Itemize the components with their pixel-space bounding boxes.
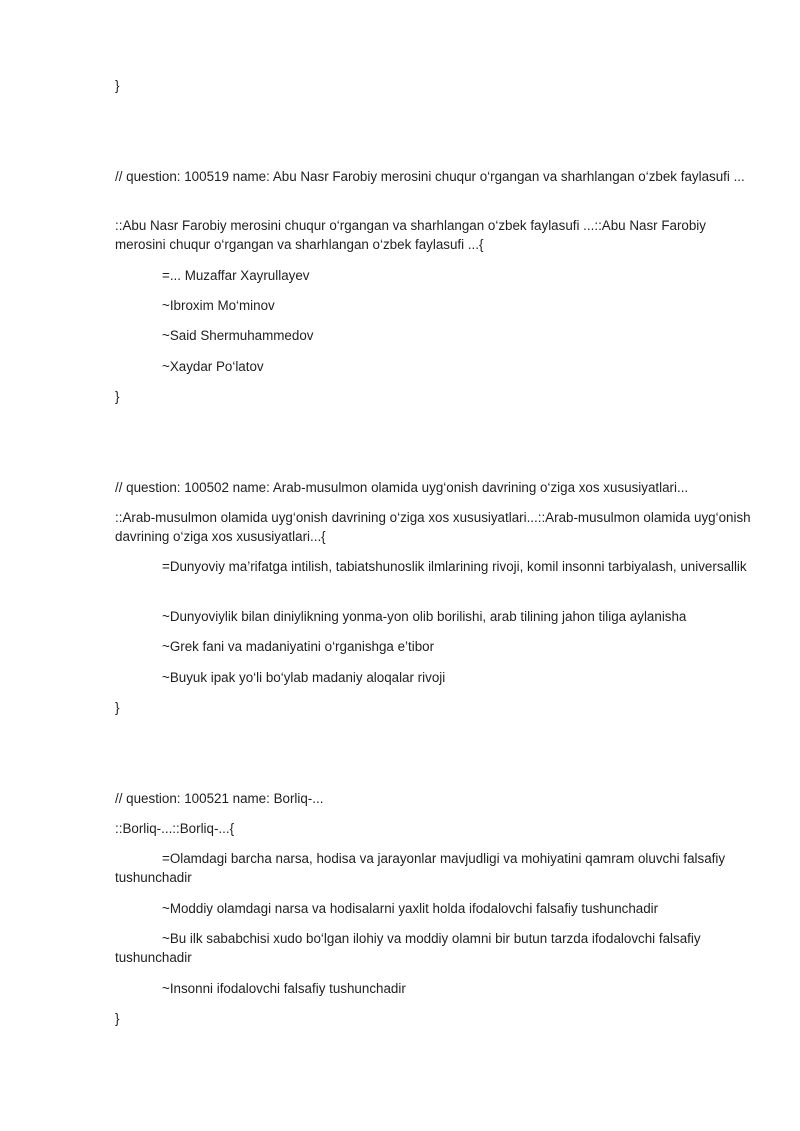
answer-option: ~Dunyoviylik bilan diniylikning yonma-yon olib borilishi, arab tilining jahon tiliga aylanisha [162, 609, 687, 624]
question-header: // question: 100519 name: Abu Nasr Farobiy merosini chuqur o‘rgangan va sharhlangan o‘zbek faylasufi ... [115, 169, 745, 184]
answer-option: ~Insonni ifodalovchi falsafiy tushunchadir [162, 981, 406, 996]
answer-option-correct: =Dunyoviy ma’rifatga intilish, tabiatshunoslik ilmlarining rivoji, komil insonni tarbiyalash, universallik [162, 559, 747, 574]
answer-option: ~Moddiy olamdagi narsa va hodisalarni yaxlit holda ifodalovchi falsafiy tushunchadir [162, 901, 659, 916]
answer-option-correct: =Olamdagi barcha narsa, hodisa va jarayonlar mavjudligi va mohiyatini qamram oluvchi falsafiy tushunchadir [115, 851, 726, 885]
answer-option: ~Said Shermuhammedov [162, 328, 314, 343]
question-prompt: ::Abu Nasr Farobiy merosini chuqur o‘rgangan va sharhlangan o‘zbek faylasufi ...::Abu Nasr Farobiy merosini chuqur o‘rgangan va sharhlangan o‘zbek faylasufi ...{ [115, 218, 706, 252]
answer-option: ~Ibroxim Mo‘minov [162, 298, 275, 313]
answer-option: ~Grek fani va madaniyatini o‘rganishga e’tibor [162, 639, 435, 654]
answer-option-correct: =... Muzaffar Xayrullayev [162, 268, 310, 283]
question-prompt: ::Arab-musulmon olamida uyg‘onish davrining o‘ziga xos xususiyatlari...::Arab-musulmon olamida uyg‘onish davrining o‘ziga xos xususiyatlari...{ [115, 510, 751, 544]
question-header: // question: 100502 name: Arab-musulmon olamida uyg‘onish davrining o‘ziga xos xususiyatlari... [115, 480, 689, 495]
question-prompt: ::Borliq-...::Borliq-...{ [115, 821, 235, 836]
closing-brace: } [115, 78, 120, 93]
closing-brace: } [115, 1011, 120, 1026]
answer-option: ~Bu ilk sababchisi xudo bo‘lgan ilohiy va moddiy olamni bir butun tarzda ifodalovchi falsafiy tushunchadir [115, 931, 701, 965]
closing-brace: } [115, 700, 120, 715]
question-header: // question: 100521 name: Borliq-... [115, 791, 324, 806]
closing-brace: } [115, 389, 120, 404]
answer-option: ~Xaydar Po‘latov [162, 359, 264, 374]
answer-option: ~Buyuk ipak yo‘li bo‘ylab madaniy aloqalar rivoji [162, 670, 446, 685]
